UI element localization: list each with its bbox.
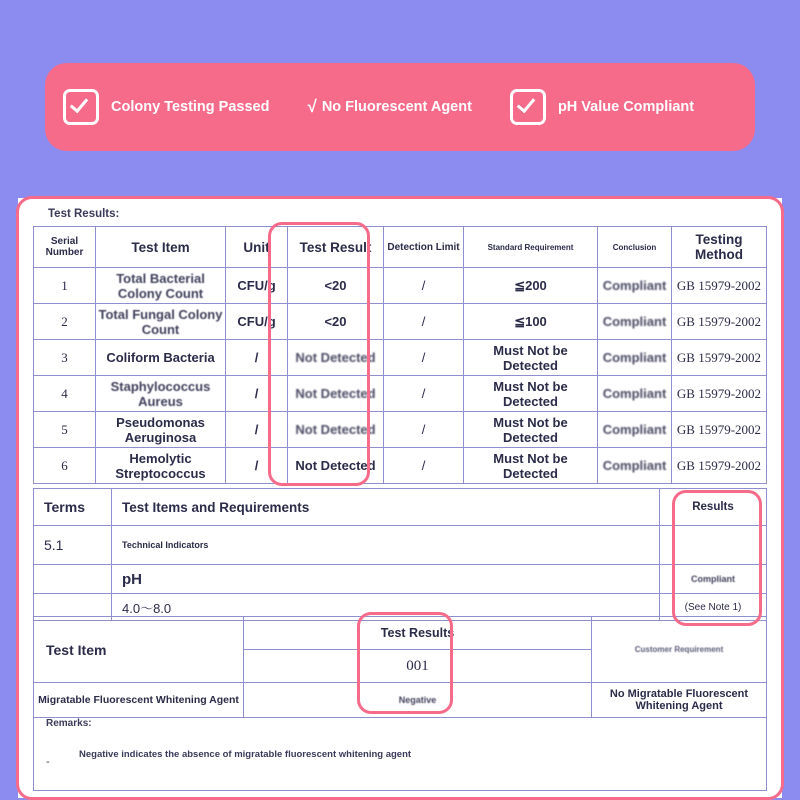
cell-ph-note: (See Note 1) xyxy=(660,594,767,621)
cell-customer-requirement-label: Customer Requirement xyxy=(592,617,767,683)
banner-item-fluorescent xyxy=(307,97,471,117)
cell-requirement: No Migratable Fluorescent Whitening Agent xyxy=(592,683,767,718)
cell-method: GB 15979-2002 xyxy=(672,376,767,412)
checkbox-checked-icon xyxy=(510,89,546,125)
cell-standard: ≦100 xyxy=(464,304,598,340)
cell-unit: / xyxy=(226,376,288,412)
cell-serial: 3 xyxy=(34,340,96,376)
cell-limit: / xyxy=(384,376,464,412)
table-row xyxy=(34,304,767,340)
col-test-item: Test Item xyxy=(96,227,226,268)
cell-standard: Must Not be Detected xyxy=(464,448,598,484)
table-row xyxy=(34,448,767,484)
cell-limit: / xyxy=(384,412,464,448)
cell-standard: Must Not be Detected xyxy=(464,412,598,448)
cell-limit: / xyxy=(384,304,464,340)
cell-unit: CFU/g xyxy=(226,304,288,340)
remarks-dash: - xyxy=(46,756,50,768)
col-unit: Unit xyxy=(226,227,288,268)
cell-method: GB 15979-2002 xyxy=(672,448,767,484)
col-standard-requirement: Standard Requirement xyxy=(464,227,598,268)
cell-result: <20 xyxy=(288,268,384,304)
cell-result: Not Detected xyxy=(288,448,384,484)
col-test-items-requirements: Test Items and Requirements xyxy=(112,489,660,526)
test-results-table xyxy=(33,226,767,484)
cell-ph-conclusion: Compliant xyxy=(660,565,767,594)
cell-item: Pseudomonas Aeruginosa xyxy=(96,412,226,448)
status-banner xyxy=(45,63,755,151)
cell-method: GB 15979-2002 xyxy=(672,268,767,304)
cell-limit: / xyxy=(384,340,464,376)
cell-unit: / xyxy=(226,448,288,484)
cell-result: Not Detected xyxy=(288,376,384,412)
cell-method: GB 15979-2002 xyxy=(672,304,767,340)
check-mark-icon: √ xyxy=(307,97,317,116)
cell-item: Total Bacterial Colony Count xyxy=(96,268,226,304)
cell-clause-blank xyxy=(34,565,112,594)
cell-standard: ≦200 xyxy=(464,268,598,304)
terms-header-row xyxy=(34,489,767,526)
fluorescent-header-row xyxy=(34,617,767,650)
cell-method: GB 15979-2002 xyxy=(672,340,767,376)
cell-test-results-label: Test Results xyxy=(244,617,592,650)
col-serial-number: Serial Number xyxy=(34,227,96,268)
remarks-title: Remarks: xyxy=(46,718,92,729)
col-results: Results xyxy=(660,489,767,526)
cell-serial: 4 xyxy=(34,376,96,412)
banner-label-fluorescent: No Fluorescent Agent xyxy=(321,99,472,115)
remarks-section xyxy=(33,710,767,791)
cell-item-name: Migratable Fluorescent Whitening Agent xyxy=(34,683,244,718)
cell-ph-range: 4.0～8.0 xyxy=(112,594,660,621)
cell-conclusion: Compliant xyxy=(598,448,672,484)
table-row xyxy=(34,412,767,448)
cell-item: Coliform Bacteria xyxy=(96,340,226,376)
cell-result: Not Detected xyxy=(288,412,384,448)
terms-row-indicators xyxy=(34,526,767,565)
cell-conclusion: Compliant xyxy=(598,412,672,448)
cell-sample-code: 001 xyxy=(244,650,592,683)
table-row xyxy=(34,268,767,304)
col-testing-method: Testing Method xyxy=(672,227,767,268)
table-row xyxy=(34,376,767,412)
cell-conclusion: Compliant xyxy=(598,376,672,412)
banner-label-colony: Colony Testing Passed xyxy=(111,99,270,115)
cell-standard: Must Not be Detected xyxy=(464,376,598,412)
cell-unit: CFU/g xyxy=(226,268,288,304)
cell-unit: / xyxy=(226,340,288,376)
col-terms: Terms xyxy=(34,489,112,526)
cell-clause: 5.1 xyxy=(34,526,112,565)
cell-unit: / xyxy=(226,412,288,448)
cell-result-value: Negative xyxy=(244,683,592,718)
cell-serial: 6 xyxy=(34,448,96,484)
cell-standard: Must Not be Detected xyxy=(464,340,598,376)
col-conclusion: Conclusion xyxy=(598,227,672,268)
checkbox-checked-icon xyxy=(63,89,99,125)
terms-row-ph xyxy=(34,565,767,594)
cell-technical-indicators: Technical Indicators xyxy=(112,526,660,565)
cell-item: Staphylococcus Aureus xyxy=(96,376,226,412)
cell-limit: / xyxy=(384,268,464,304)
cell-conclusion: Compliant xyxy=(598,304,672,340)
banner-item-ph xyxy=(510,89,694,125)
terms-requirements-table xyxy=(33,488,767,621)
test-report-document xyxy=(18,198,782,798)
cell-item: Total Fungal Colony Count xyxy=(96,304,226,340)
cell-serial: 5 xyxy=(34,412,96,448)
cell-conclusion: Compliant xyxy=(598,340,672,376)
banner-item-colony xyxy=(63,89,269,125)
test-results-heading: Test Results: xyxy=(48,208,120,220)
cell-conclusion: Compliant xyxy=(598,268,672,304)
cell-limit: / xyxy=(384,448,464,484)
cell-results-blank xyxy=(660,526,767,565)
table-header-row xyxy=(34,227,767,268)
cell-result: <20 xyxy=(288,304,384,340)
cell-ph-label: pH xyxy=(112,565,660,594)
cell-result: Not Detected xyxy=(288,340,384,376)
col-detection-limit: Detection Limit xyxy=(384,227,464,268)
col-test-result: Test Result xyxy=(288,227,384,268)
fluorescent-agent-table xyxy=(33,616,767,718)
banner-label-ph: pH Value Compliant xyxy=(557,99,695,115)
cell-serial: 1 xyxy=(34,268,96,304)
cell-serial: 2 xyxy=(34,304,96,340)
remarks-text: Negative indicates the absence of migratable fluorescent whitening agent xyxy=(79,749,412,760)
cell-item: Hemolytic Streptococcus xyxy=(96,448,226,484)
table-row xyxy=(34,340,767,376)
cell-method: GB 15979-2002 xyxy=(672,412,767,448)
cell-test-item-label: Test Item xyxy=(34,617,244,683)
